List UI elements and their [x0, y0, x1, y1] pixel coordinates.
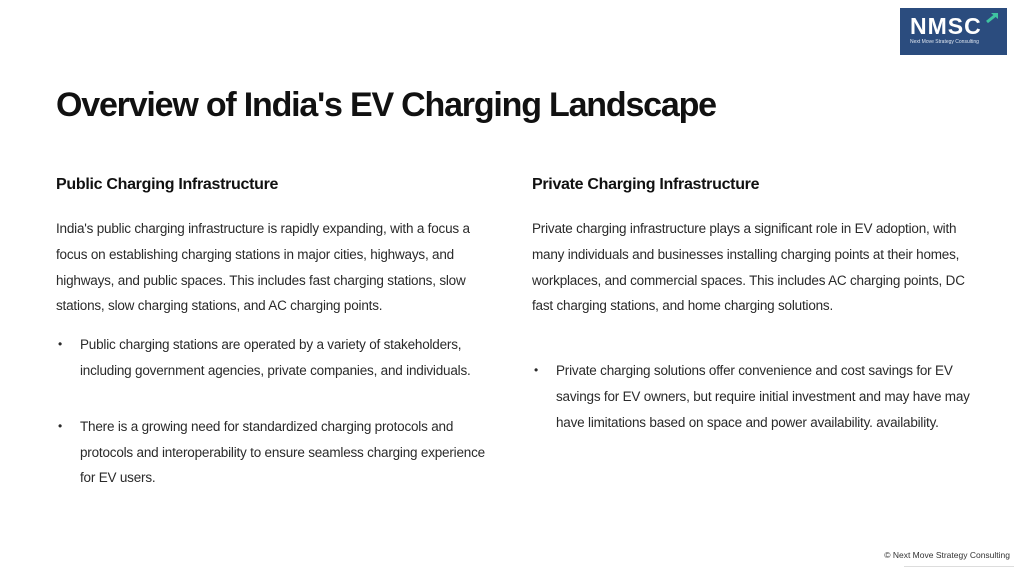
- bullet-icon: •: [534, 363, 539, 378]
- public-heading: Public Charging Infrastructure: [56, 176, 279, 193]
- logo-arrow-icon: [985, 12, 999, 24]
- public-bullet-1: [56, 332, 496, 384]
- public-bullet-2: [56, 414, 496, 491]
- private-bullet-1-text: Private charging solutions offer convenience and cost savings for EV savings for EV owners, but require initial investment and may have may have limitations based on space and power availability. availability.: [556, 363, 970, 430]
- private-bullet-1: [532, 358, 972, 435]
- footer-copyright: © Next Move Strategy Consulting: [884, 550, 1010, 560]
- logo-subtitle: Next Move Strategy Consulting: [910, 39, 979, 45]
- public-charging-section: [56, 174, 496, 491]
- bullet-icon: •: [58, 418, 63, 433]
- private-heading: Private Charging Infrastructure: [532, 176, 760, 193]
- private-lead-text: Private charging infrastructure plays a significant role in EV adoption, with many individuals and businesses installing charging points at their homes, workplaces, and commercial spaces. This includes AC charging points, DC fast charging stations, and home charging solutions.: [532, 221, 965, 314]
- company-logo: [900, 8, 1007, 55]
- public-lead-text: India's public charging infrastructure is rapidly expanding, with a focus a focus on establishing charging stations in major cities, highways, and highways, and public spaces. This includes fast charging stations, slow stations, slow charging stations, and AC charging points.: [56, 221, 470, 314]
- public-bullet-1-text: Public charging stations are operated by a variety of stakeholders, including government agencies, private companies, and individuals.: [80, 337, 471, 378]
- footer-divider: [904, 566, 1014, 567]
- private-charging-section: [532, 174, 972, 436]
- public-bullet-2-text: There is a growing need for standardized charging protocols and protocols and interoperability to ensure seamless charging experience for EV users.: [80, 418, 485, 486]
- logo-mark: NMSC: [910, 13, 982, 39]
- page-title: Overview of India's EV Charging Landscape: [56, 86, 716, 124]
- bullet-icon: •: [58, 337, 63, 352]
